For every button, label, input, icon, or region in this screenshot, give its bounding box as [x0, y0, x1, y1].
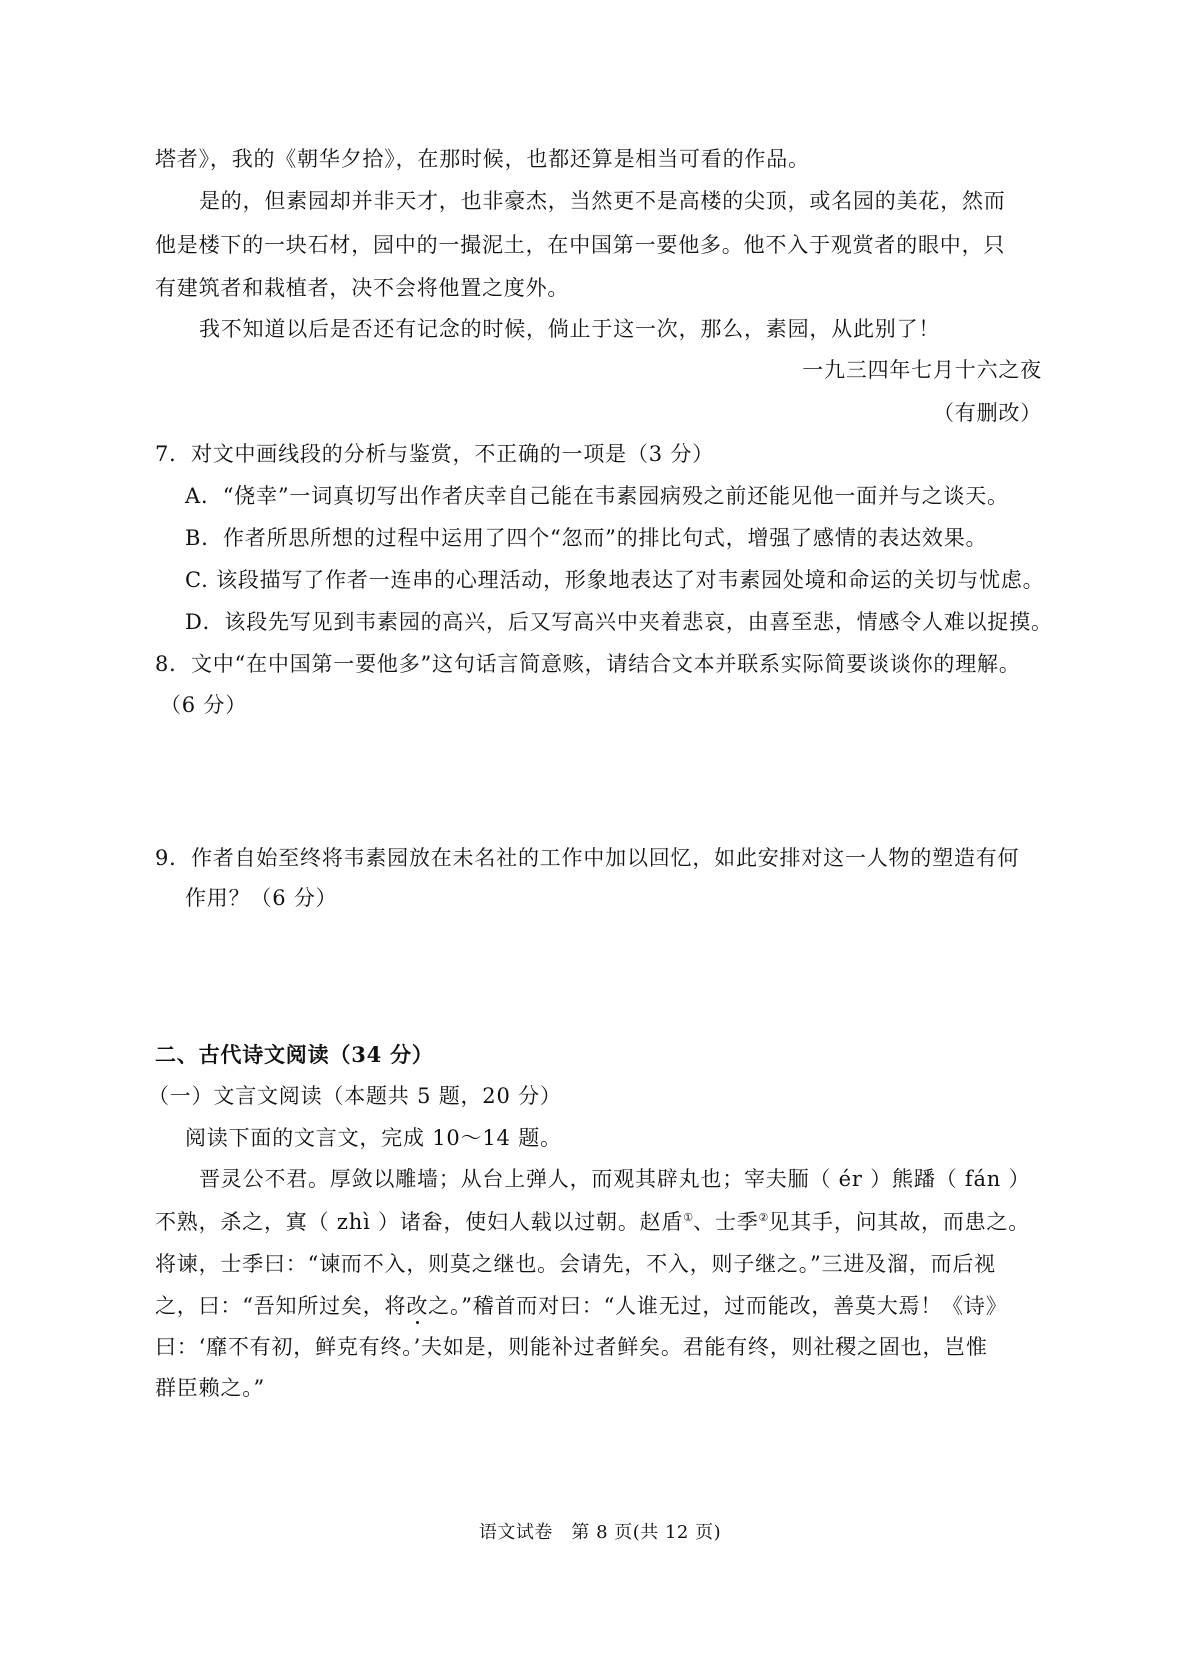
classical-text-line: [155, 1207, 1040, 1237]
section-2-title: 二、古代诗文阅读（34 分）: [155, 1042, 434, 1067]
classical-text-fragment: 不熟，杀之，寘（ zhì ）诸畚，使妇人载以过朝。赵盾: [155, 1210, 684, 1234]
emphasis-dot-char: 改: [406, 1294, 429, 1318]
question-8-points: （6 分）: [160, 693, 248, 717]
question-7-option-b: B．作者所思所想的过程中运用了四个“忽而”的排比句式，增强了感情的表达效果。: [185, 526, 988, 550]
classical-text-fragment: 见其手，问其故，而患之。: [768, 1210, 1031, 1234]
classical-text-line: 群臣赖之。”: [155, 1376, 266, 1400]
passage-line: 有建筑者和栽植者，决不会将他置之度外。: [155, 276, 570, 300]
footnote-marker: ②: [758, 1211, 769, 1224]
question-7-option-c: C. 该段描写了作者一连串的心理活动，形象地表达了对韦素园处境和命运的关切与忧虑。: [185, 568, 1045, 592]
page-footer: 语文试卷 第 8 页(共 12 页): [478, 1522, 722, 1543]
classical-text-fragment: 之，曰：“吾知所过矣，将: [155, 1294, 407, 1318]
question-7-option-d: D．该段先写见到韦素园的高兴，后又写高兴中夹着悲哀，由喜至悲，情感令人难以捉摸。: [185, 610, 1053, 634]
classical-text-line: [155, 1291, 1040, 1321]
question-7-option-a: A．“侥幸”一词真切写出作者庆幸自己能在韦素园病殁之前还能见他一面并与之谈天。: [185, 484, 1009, 508]
classical-text-line: 晋灵公不君。厚敛以雕墙；从台上弹人，而观其辟丸也；宰夫胹（ ér ）熊蹯（ fán ）: [199, 1167, 1031, 1191]
subsection-title: （一）文言文阅读（本题共 5 题，20 分）: [148, 1084, 562, 1108]
passage-line: 他是楼下的一块石材，园中的一撮泥土，在中国第一要他多。他不入于观赏者的眼中，只: [155, 233, 1006, 257]
classical-text-line: 曰：‘靡不有初，鲜克有终。’夫如是，则能补过者鲜矣。君能有终，则社稷之固也，岂惟: [155, 1335, 988, 1359]
question-9-stem: 9．作者自始至终将韦素园放在未名社的工作中加以回忆，如此安排对这一人物的塑造有何: [155, 846, 1020, 870]
classical-text-fragment: 、士季: [693, 1210, 759, 1234]
passage-line: 我不知道以后是否还有记念的时候，倘止于这一次，那么，素园，从此别了！: [199, 317, 941, 341]
passage-date: 一九三四年七月十六之夜: [802, 358, 1042, 382]
passage-note: （有删改）: [933, 401, 1042, 425]
classical-text-fragment: 之。”稽首而对曰：“人谁无过，过而能改，善莫大焉！《诗》: [428, 1294, 1008, 1318]
question-7-stem: 7．对文中画线段的分析与鉴赏，不正确的一项是（3 分）: [155, 442, 714, 466]
reading-instruction: 阅读下面的文言文，完成 10～14 题。: [185, 1126, 562, 1150]
question-9-points: 作用？（6 分）: [185, 886, 338, 910]
question-8-stem: 8．文中“在中国第一要他多”这句话言简意赅，请结合文本并联系实际简要谈谈你的理解。: [155, 652, 1021, 676]
passage-line: 是的，但素园却并非天才，也非豪杰，当然更不是高楼的尖顶，或名园的美花，然而: [199, 189, 1006, 213]
footnote-marker: ①: [683, 1211, 694, 1224]
passage-line: 塔者》，我的《朝华夕拾》，在那时候，也都还算是相当可看的作品。: [155, 147, 810, 171]
classical-text-line: 将谏，士季曰：“谏而不入，则莫之继也。会请先，不入，则子继之。”三进及溜，而后视: [155, 1252, 996, 1276]
